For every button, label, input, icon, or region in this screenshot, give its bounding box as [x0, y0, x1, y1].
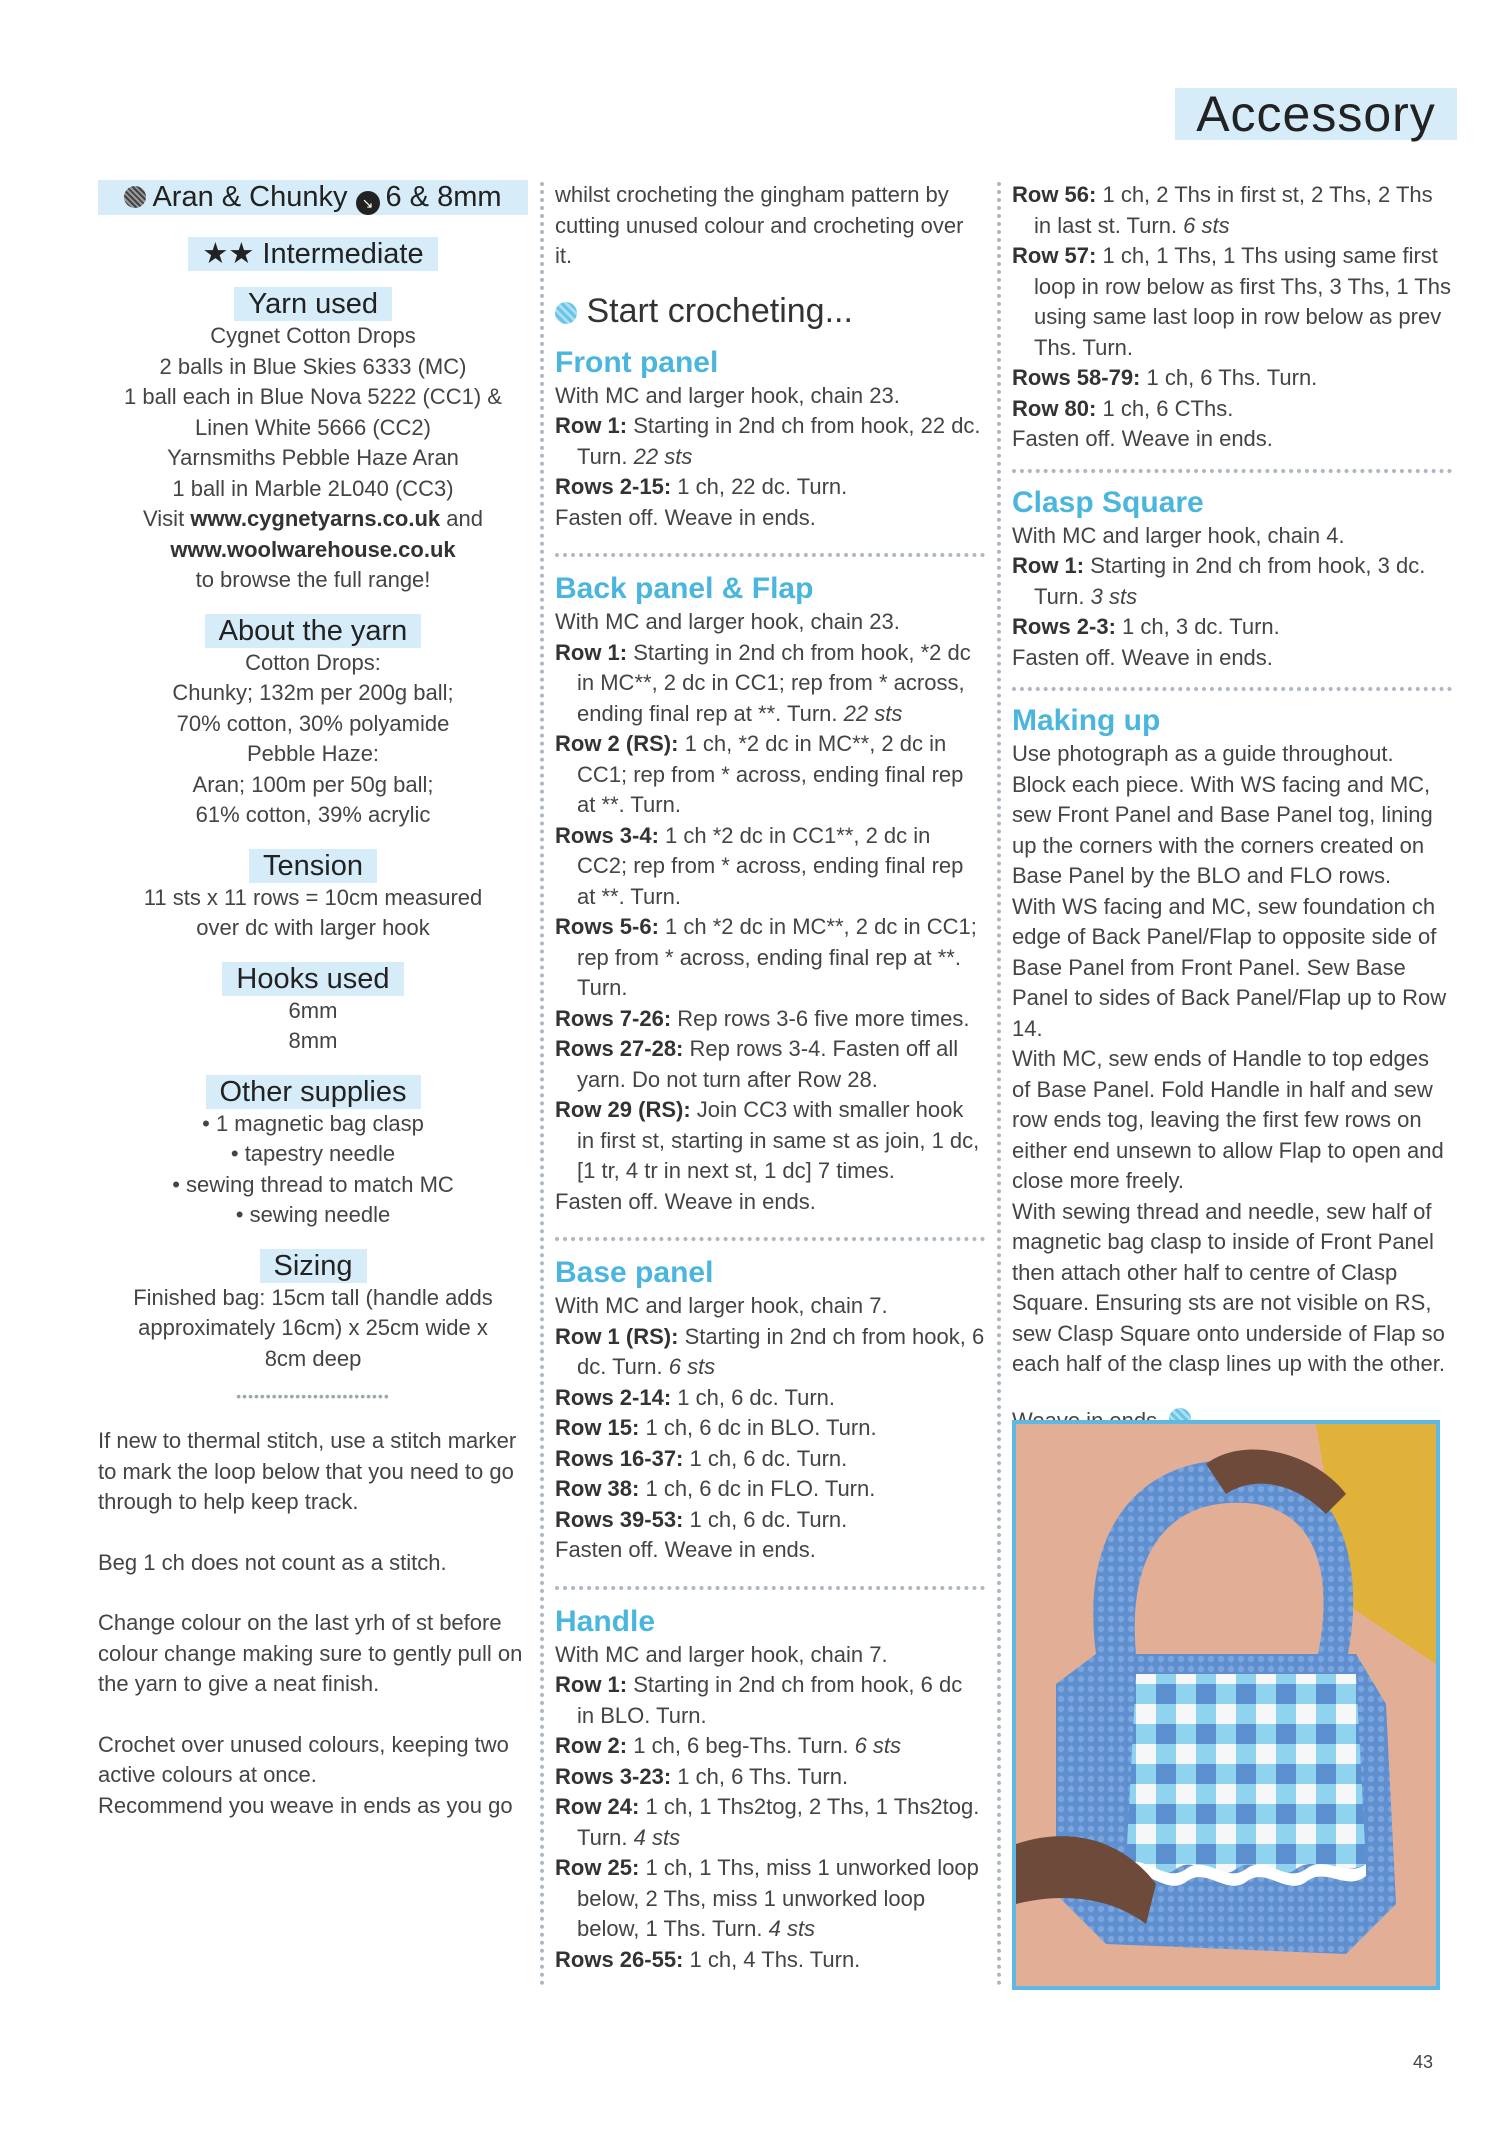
- sizing-text: [98, 1283, 528, 1375]
- row-line: Rows 5-6: 1 ch *2 dc in MC**, 2 dc in CC1; rep from * across, ending final rep at **. Turn.: [555, 914, 977, 1000]
- note-crochet-over: Crochet over unused colours, keeping two active colours at once.: [98, 1731, 509, 1787]
- back-panel-rows: [555, 607, 985, 1217]
- row-line: Row 57: 1 ch, 1 Ths, 1 Ths using same first loop in row below as first Ths, 3 Ths, 1 Ths using same last loop in row below as prev Ths. Turn.: [1012, 243, 1451, 360]
- start-heading: Start crocheting...: [586, 291, 853, 330]
- making-up-paragraph: With sewing thread and needle, sew half of magnetic bag clasp to inside of Front Panel then attach other half to centre of Clasp Square. Ensuring sts are not visible on RS, sew Clasp Square onto underside of Flap so each half of the clasp lines up with the other.: [1012, 1198, 1445, 1376]
- making-up-paragraph: With WS facing and MC, sew foundation ch edge of Back Panel/Flap to opposite side of Base Panel from Front Panel. Sew Base Panel to sides of Back Panel/Flap up to Row 14.: [1012, 893, 1447, 1041]
- yarn-used-heading: Yarn used: [234, 287, 392, 321]
- crochet-bag-illustration: [1016, 1424, 1436, 1986]
- yarn-weight: Aran & Chunky: [152, 181, 348, 213]
- crochet-hook-icon: ↘: [356, 191, 380, 215]
- woolwarehouse-link[interactable]: www.woolwarehouse.co.uk: [170, 536, 456, 562]
- column-divider-left: [540, 182, 544, 1987]
- row-line: Rows 2-3: 1 ch, 3 dc. Turn.: [1012, 614, 1280, 639]
- start-heading-row: [555, 292, 985, 331]
- row-line: Rows 58-79: 1 ch, 6 Ths. Turn.: [1012, 365, 1318, 390]
- row-line: Row 2: 1 ch, 6 beg-Ths. Turn. 6 sts: [555, 1733, 902, 1758]
- difficulty-badge: [188, 237, 437, 271]
- about-line: Cotton Drops:: [245, 649, 381, 675]
- row-line: With MC and larger hook, chain 4.: [1012, 522, 1345, 548]
- cygnet-link[interactable]: www.cygnetyarns.co.uk: [190, 506, 441, 531]
- yarn-line: Yarnsmiths Pebble Haze Aran: [167, 445, 459, 470]
- row-line: Fasten off. Weave in ends.: [1012, 426, 1273, 451]
- section-divider: [1012, 687, 1452, 691]
- making-up-heading: Making up: [1012, 704, 1161, 737]
- sizing-line: approximately 16cm) x 25cm wide x: [138, 1315, 488, 1340]
- sizing-line: 8cm deep: [264, 1345, 362, 1371]
- supply-item: • sewing needle: [235, 1202, 391, 1227]
- row-line: Row 1 (RS): Starting in 2nd ch from hook, 6 dc. Turn. 6 sts: [555, 1323, 985, 1379]
- yarn-used-list: [98, 321, 528, 596]
- about-line: Aran; 100m per 50g ball;: [192, 771, 434, 797]
- row-line: Row 38: 1 ch, 6 dc in FLO. Turn.: [555, 1476, 876, 1501]
- row-line: Row 15: 1 ch, 6 dc in BLO. Turn.: [555, 1415, 877, 1440]
- note-colour-change: Change colour on the last yrh of st before colour change making sure to gently pull on the yarn to give a neat finish.: [98, 1610, 523, 1696]
- row-line: Rows 26-55: 1 ch, 4 Ths. Turn.: [555, 1946, 861, 1972]
- sizing-heading: Sizing: [260, 1249, 367, 1283]
- row-line: Rows 3-4: 1 ch *2 dc in CC1**, 2 dc in CC2; rep from * across, ending final rep at **. Turn.: [555, 822, 964, 909]
- hooks-used-heading: Hooks used: [222, 962, 403, 996]
- tension-text: [98, 883, 528, 944]
- row-line: Rows 3-23: 1 ch, 6 Ths. Turn.: [555, 1763, 849, 1789]
- about-yarn-list: [98, 648, 528, 831]
- yarn-ball-icon: [124, 186, 146, 208]
- back-panel-heading: Back panel & Flap: [555, 572, 814, 605]
- row-line: Fasten off. Weave in ends.: [555, 504, 816, 530]
- clasp-square-heading: Clasp Square: [1012, 485, 1204, 519]
- front-panel-rows: [555, 381, 985, 534]
- note-weave: Recommend you weave in ends as you go: [98, 1792, 513, 1818]
- row-line: Row 1: Starting in 2nd ch from hook, 22 dc. Turn. 22 sts: [555, 413, 981, 469]
- bag-photo: [1012, 1420, 1440, 1990]
- making-up-paragraph: Use photograph as a guide throughout. Block each piece. With WS facing and MC, sew Front Panel and Base Panel tog, lining up the corners with the corners created on Base Panel by the BLO and FLO rows.: [1012, 741, 1433, 888]
- front-panel-heading: Front panel: [555, 345, 719, 379]
- section-divider: [555, 1586, 985, 1590]
- difficulty-label: Intermediate: [262, 238, 424, 270]
- yarn-line: 1 ball in Marble 2L040 (CC3): [172, 475, 454, 501]
- supply-item: • tapestry needle: [230, 1141, 396, 1166]
- sizing-line: Finished bag: 15cm tall (handle adds: [133, 1284, 493, 1310]
- handle-rows: [555, 1640, 985, 1976]
- row-line: With MC and larger hook, chain 7.: [555, 1641, 888, 1667]
- tension-line: over dc with larger hook: [196, 915, 430, 940]
- pattern-column-2: [1012, 180, 1452, 1436]
- note-beg-ch: Beg 1 ch does not count as a stitch.: [98, 1549, 447, 1575]
- pattern-column-1: [555, 180, 985, 1975]
- row-line: Rows 39-53: 1 ch, 6 dc. Turn.: [555, 1506, 848, 1532]
- row-line: Row 25: 1 ch, 1 Ths, miss 1 unworked loop below, 2 Ths, miss 1 unworked loop below, 1 Ths. Turn. 4 sts: [555, 1855, 979, 1941]
- supplies-list: [98, 1109, 528, 1231]
- section-divider: [1012, 469, 1452, 473]
- other-supplies-heading: Other supplies: [206, 1075, 421, 1109]
- row-line: Fasten off. Weave in ends.: [555, 1537, 816, 1562]
- yarn-hook-header: [98, 180, 528, 215]
- row-line: Row 56: 1 ch, 2 Ths in first st, 2 Ths, 2 Ths in last st. Turn. 6 sts: [1012, 182, 1433, 238]
- hook-line: 8mm: [288, 1028, 338, 1053]
- row-line: Fasten off. Weave in ends.: [555, 1188, 816, 1214]
- browse-text: to browse the full range!: [195, 567, 431, 592]
- about-yarn-heading: About the yarn: [205, 614, 422, 648]
- row-line: Row 29 (RS): Join CC3 with smaller hook in first st, starting in same st as join, 1 dc, [1 tr, 4 tr in next st, 1 dc] 7 times.: [555, 1097, 980, 1183]
- tension-line: 11 sts x 11 rows = 10cm measured: [143, 884, 483, 910]
- intro-text: whilst crocheting the gingham pattern by cutting unused colour and crocheting over it.: [555, 182, 964, 268]
- base-panel-rows: [555, 1291, 985, 1566]
- dotted-separator: ••••••••••••••••••••••••••: [236, 1388, 390, 1404]
- handle-heading: Handle: [555, 1604, 656, 1638]
- yarn-line: Linen White 5666 (CC2): [194, 414, 431, 440]
- row-line: With MC and larger hook, chain 23.: [555, 609, 900, 634]
- section-divider: [555, 1237, 985, 1241]
- yarn-line: 2 balls in Blue Skies 6333 (MC): [159, 353, 467, 379]
- row-line: Row 24: 1 ch, 1 Ths2tog, 2 Ths, 1 Ths2tog. Turn. 4 sts: [555, 1794, 980, 1850]
- hook-size: 6 & 8mm: [385, 181, 502, 213]
- hooks-list: [98, 996, 528, 1057]
- row-line: Row 80: 1 ch, 6 CThs.: [1012, 395, 1234, 421]
- base-panel-heading: Base panel: [555, 1256, 714, 1289]
- column-divider-right: [997, 182, 1001, 1987]
- row-line: With MC and larger hook, chain 7.: [555, 1293, 888, 1318]
- row-line: Rows 2-14: 1 ch, 6 dc. Turn.: [555, 1384, 836, 1410]
- row-line: Fasten off. Weave in ends.: [1012, 644, 1273, 670]
- about-line: 70% cotton, 30% polyamide: [176, 710, 450, 736]
- hook-line: 6mm: [288, 997, 338, 1023]
- supply-item: • sewing thread to match MC: [172, 1171, 454, 1197]
- supply-item: • 1 magnetic bag clasp: [202, 1110, 424, 1136]
- section-divider: [555, 553, 985, 557]
- row-line: Rows 16-37: 1 ch, 6 dc. Turn.: [555, 1445, 848, 1471]
- difficulty-stars: ★★: [202, 238, 255, 270]
- about-line: 61% cotton, 39% acrylic: [195, 802, 431, 827]
- yarn-line: Cygnet Cotton Drops: [210, 323, 416, 348]
- about-line: Chunky; 132m per 200g ball;: [172, 680, 454, 705]
- clasp-square-rows: [1012, 521, 1452, 674]
- row-line: Row 1: Starting in 2nd ch from hook, *2 dc in MC**, 2 dc in CC1; rep from * across, ending final rep at **. Turn. 22 sts: [555, 639, 971, 726]
- yarn-ball-icon: [555, 302, 577, 324]
- making-up-paragraph: With MC, sew ends of Handle to top edges of Base Panel. Fold Handle in half and sew row ends tog, leaving the first few rows on either end unsewn to allow Flap to open and close more freely.: [1012, 1046, 1444, 1193]
- row-line: Rows 7-26: Rep rows 3-6 five more times.: [555, 1005, 970, 1031]
- yarn-line: 1 ball each in Blue Nova 5222 (CC1) &: [124, 384, 502, 409]
- page-number: 43: [1413, 2052, 1434, 2072]
- visit-text: Visit: [143, 506, 185, 531]
- row-line: Row 1: Starting in 2nd ch from hook, 6 dc in BLO. Turn.: [555, 1672, 963, 1728]
- row-line: Rows 2-15: 1 ch, 22 dc. Turn.: [555, 474, 848, 499]
- row-line: Row 2 (RS): 1 ch, *2 dc in MC**, 2 dc in CC1; rep from * across, ending final rep at **. Turn.: [555, 731, 964, 817]
- info-column: [98, 180, 528, 1821]
- about-line: Pebble Haze:: [246, 741, 380, 766]
- tension-heading: Tension: [249, 849, 377, 883]
- page-title: Accessory: [1175, 88, 1457, 140]
- and-text: and: [446, 506, 483, 531]
- row-line: Rows 27-28: Rep rows 3-4. Fasten off all yarn. Do not turn after Row 28.: [555, 1036, 959, 1092]
- row-line: With MC and larger hook, chain 23.: [555, 382, 900, 408]
- handle-rows-continued: [1012, 180, 1452, 455]
- row-line: Row 1: Starting in 2nd ch from hook, 3 dc. Turn. 3 sts: [1012, 553, 1426, 609]
- note-thermal: If new to thermal stitch, use a stitch marker to mark the loop below that you need to go through to help keep track.: [98, 1428, 517, 1514]
